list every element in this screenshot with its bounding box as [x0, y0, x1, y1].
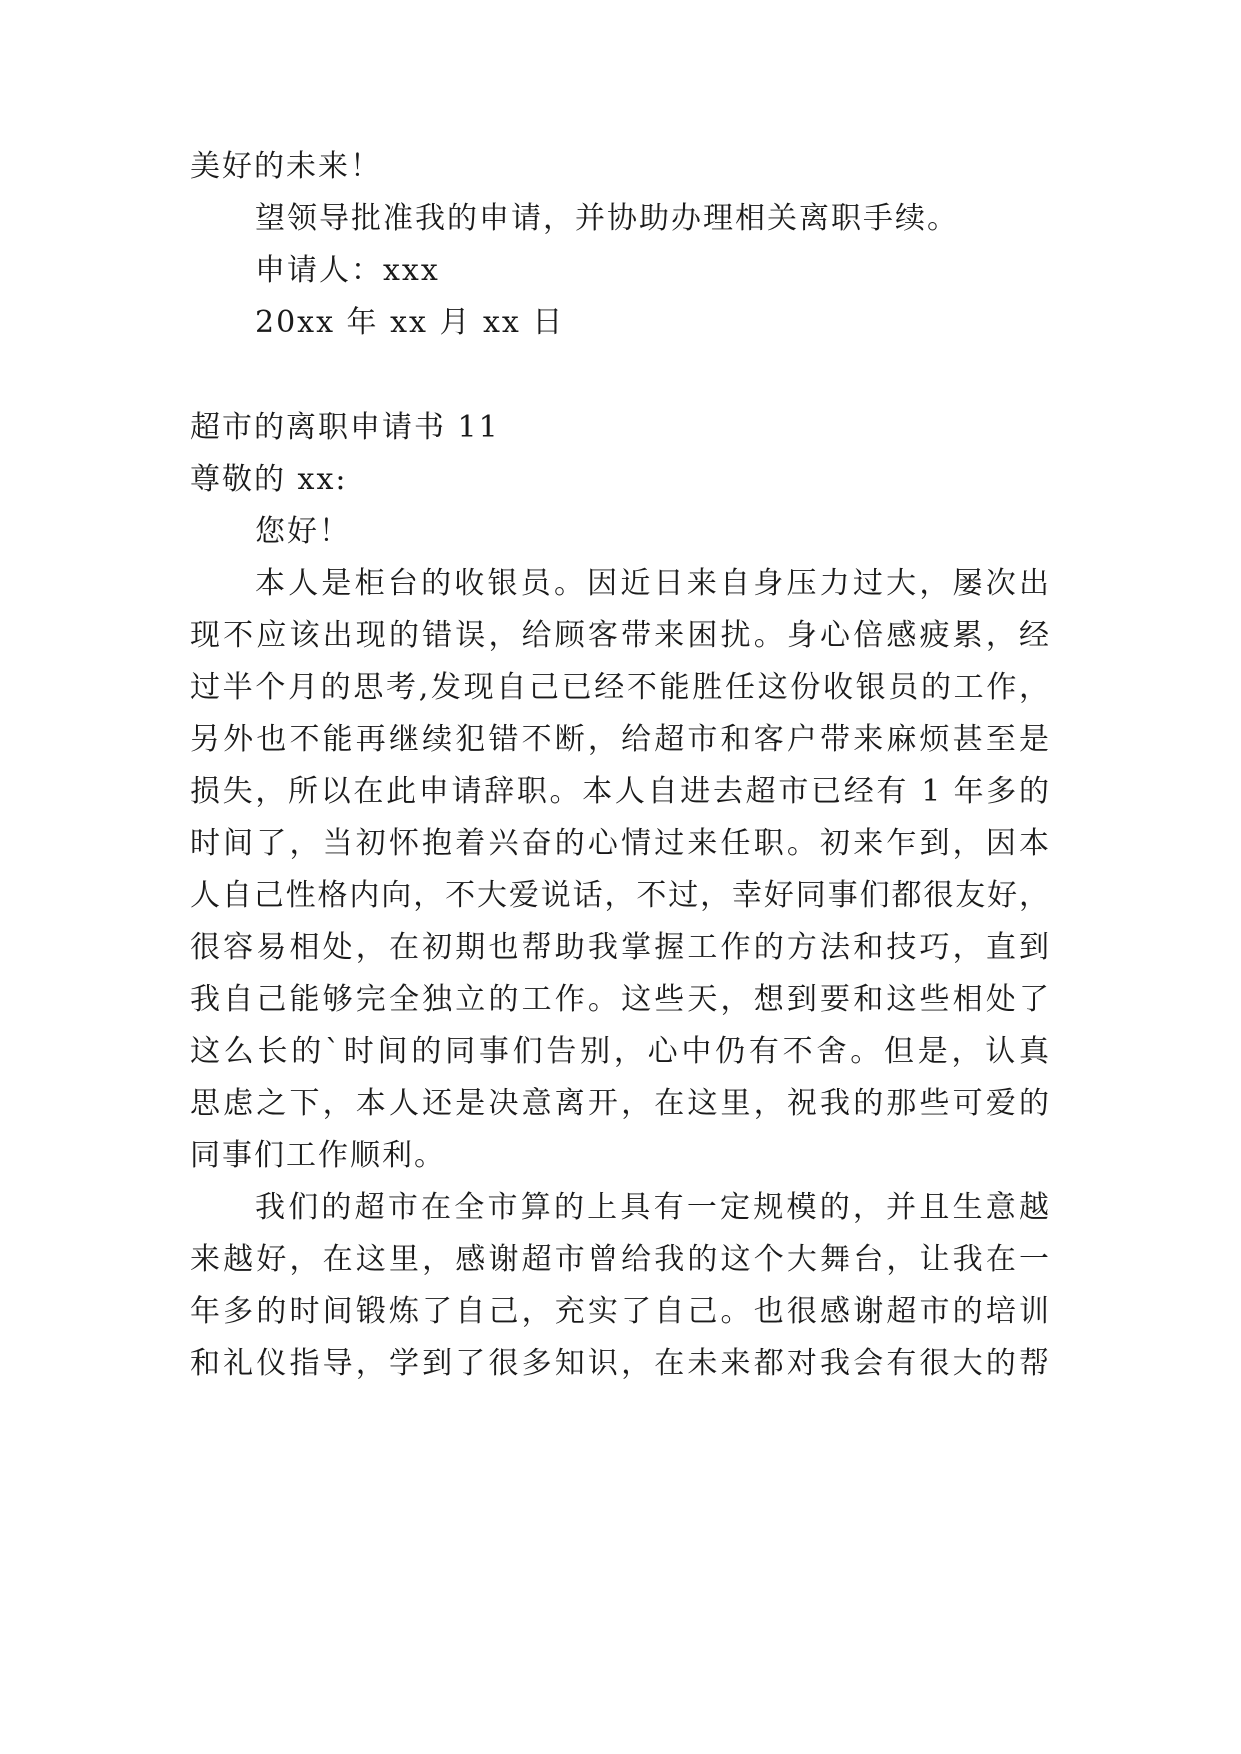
paragraph1-line: 时间了，当初怀抱着兴奋的心情过来任职。初来乍到，因本 — [190, 826, 1050, 861]
paragraph1-line: 我自己能够完全独立的工作。这些天，想到要和这些相处了 — [190, 982, 1050, 1017]
letter-title: 超市的离职申请书 11 — [190, 410, 500, 445]
paragraph2-line: 我们的超市在全市算的上具有一定规模的，并且生意越 — [255, 1190, 1050, 1225]
paragraph2-line: 和礼仪指导，学到了很多知识，在未来都对我会有很大的帮 — [190, 1346, 1050, 1381]
paragraph1-line: 现不应该出现的错误，给顾客带来困扰。身心倍感疲累，经 — [190, 618, 1050, 653]
paragraph1-line: 人自己性格内向，不大爱说话，不过，幸好同事们都很友好， — [190, 878, 1050, 913]
salutation: 尊敬的 xx: — [190, 462, 348, 497]
paragraph2-line: 年多的时间锻炼了自己，充实了自己。也很感谢超市的培训 — [190, 1294, 1050, 1329]
paragraph1-line: 另外也不能再继续犯错不断，给超市和客户带来麻烦甚至是 — [190, 722, 1050, 757]
closing-line: 美好的未来！ — [190, 149, 382, 184]
paragraph1-line: 这么长的`时间的同事们告别，心中仍有不舍。但是，认真 — [190, 1034, 1050, 1069]
paragraph1-line: 同事们工作顺利。 — [190, 1138, 446, 1173]
request-line: 望领导批准我的申请，并协助办理相关离职手续。 — [255, 201, 959, 236]
date-line: 20xx 年 xx 月 xx 日 — [255, 305, 565, 340]
paragraph2-line: 来越好，在这里，感谢超市曾给我的这个大舞台，让我在一 — [190, 1242, 1050, 1277]
paragraph1-line: 本人是柜台的收银员。因近日来自身压力过大，屡次出 — [255, 566, 1050, 601]
paragraph1-line: 很容易相处，在初期也帮助我掌握工作的方法和技巧，直到 — [190, 930, 1050, 965]
paragraph1-line: 思虑之下，本人还是决意离开，在这里，祝我的那些可爱的 — [190, 1086, 1050, 1121]
applicant-line: 申请人：xxx — [255, 253, 440, 288]
paragraph1-line: 过半个月的思考,发现自己已经不能胜任这份收银员的工作， — [190, 670, 1050, 705]
paragraph1-line: 损失，所以在此申请辞职。本人自进去超市已经有 1 年多的 — [190, 774, 1050, 809]
greeting: 您好！ — [255, 514, 351, 549]
